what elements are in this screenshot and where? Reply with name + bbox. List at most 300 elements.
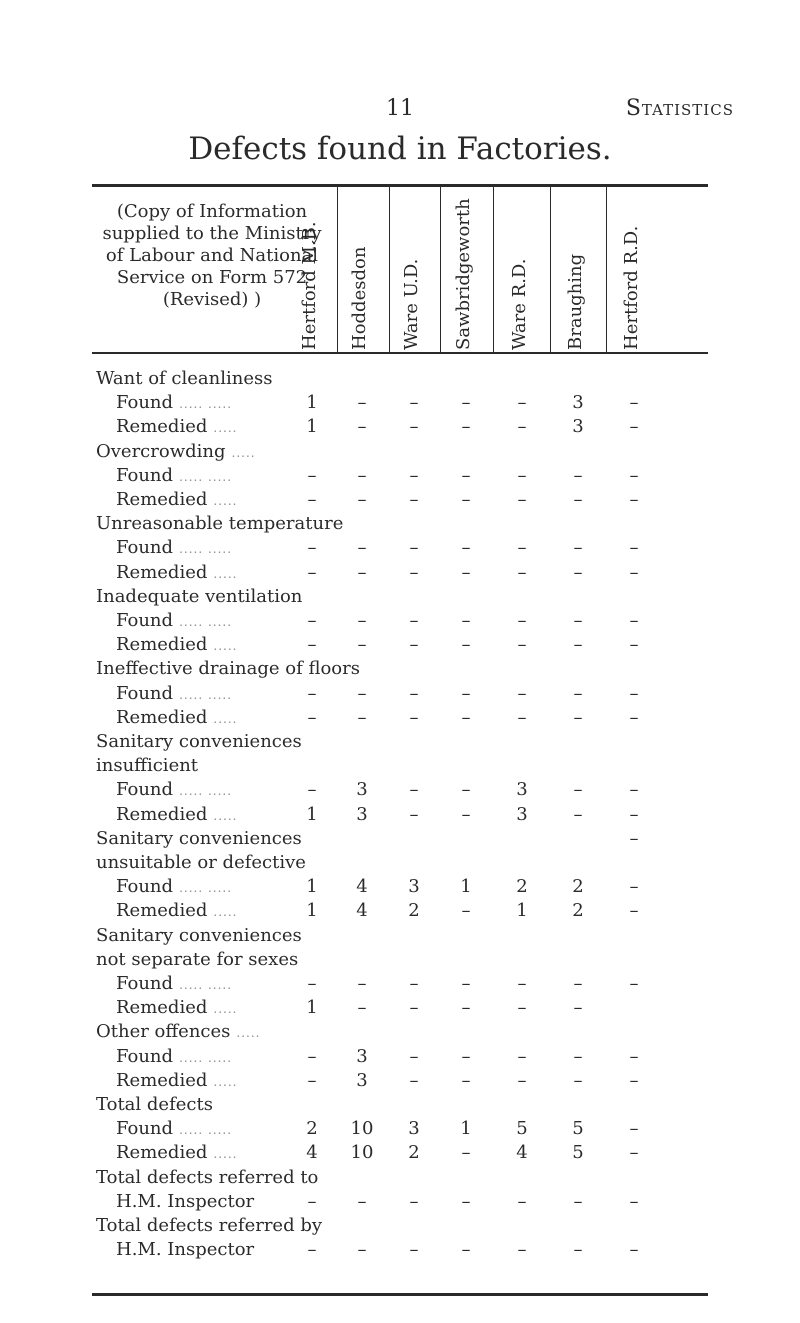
dot-leader: ..... — [213, 566, 238, 581]
table-cell: 2 — [408, 900, 420, 922]
table-cell: – — [629, 416, 639, 438]
table-cell: 3 — [356, 1069, 368, 1091]
row-label-text: Found — [116, 682, 174, 704]
table-cell: – — [517, 1190, 527, 1212]
table-cell: – — [409, 464, 419, 486]
table-cell: – — [307, 1045, 317, 1067]
table-cell: – — [517, 610, 527, 631]
table-row — [0, 441, 800, 465]
table-cell: – — [573, 537, 583, 559]
row-label-text: Remedied — [116, 1142, 208, 1164]
table-cell: 3 — [408, 1118, 420, 1140]
row-label-text: insufficient — [96, 755, 199, 777]
table-cell: – — [357, 1239, 367, 1261]
table-cell: 10 — [350, 1118, 374, 1140]
table-cell: – — [409, 973, 419, 994]
row-label-text: Found — [116, 464, 174, 486]
dot-leader: ..... ..... — [179, 1123, 233, 1138]
table-cell: 2 — [572, 876, 584, 898]
column-header: Ware U.D. — [401, 258, 422, 350]
table-cell: – — [629, 1069, 639, 1091]
column-separator — [606, 187, 607, 353]
table-row — [0, 489, 800, 513]
row-label — [96, 949, 298, 970]
dot-leader: ..... — [236, 1026, 261, 1041]
row-label — [96, 852, 306, 873]
table-row — [0, 852, 800, 876]
table-cell: 3 — [356, 779, 368, 801]
table-cell: – — [573, 1239, 583, 1261]
table-cell: – — [307, 682, 317, 704]
table-cell: – — [573, 803, 583, 825]
row-label — [96, 658, 360, 679]
row-label-text: Total defects — [96, 1094, 213, 1115]
row-label-text: Found — [116, 1118, 174, 1140]
column-header-cell — [401, 196, 423, 350]
header-line: (Copy of Information — [116, 201, 308, 222]
table-cell: – — [461, 1069, 471, 1091]
row-label — [116, 1070, 237, 1091]
table-cell: – — [629, 537, 639, 559]
row-label — [116, 537, 232, 558]
column-header: Sawbridgeworth — [453, 198, 474, 350]
table-row — [0, 876, 800, 900]
dot-leader: ..... ..... — [179, 469, 233, 484]
table-cell: – — [461, 416, 471, 438]
row-label-text: Found — [116, 392, 174, 414]
table-row — [0, 392, 800, 416]
table-cell: – — [357, 489, 367, 510]
table-cell: – — [461, 610, 471, 631]
table-cell: – — [307, 1239, 317, 1261]
table-cell: – — [409, 779, 419, 801]
column-header-cell — [349, 196, 371, 350]
table-row — [0, 1046, 800, 1070]
table-cell: – — [409, 997, 419, 1019]
table-cell: – — [517, 634, 527, 656]
table-cell: – — [357, 1190, 367, 1212]
table-cell: – — [461, 803, 471, 825]
table-cell: – — [573, 561, 583, 583]
table-header-description — [92, 201, 332, 311]
table-row — [0, 1142, 800, 1166]
row-label-text: Found — [116, 537, 174, 559]
table-cell: – — [409, 1239, 419, 1261]
row-label — [96, 1167, 318, 1188]
table-top-rule — [92, 184, 708, 187]
table-cell: 1 — [460, 876, 472, 898]
column-header-cell — [621, 196, 643, 350]
table-cell: 3 — [356, 803, 368, 825]
dot-leader: ..... — [213, 494, 238, 508]
table-cell: – — [409, 416, 419, 438]
row-label-text: Remedied — [116, 489, 208, 510]
table-cell: – — [517, 537, 527, 559]
table-cell: 5 — [516, 1118, 528, 1140]
table-cell: – — [307, 537, 317, 559]
table-cell: – — [461, 682, 471, 704]
column-separator — [389, 187, 390, 353]
column-header: Hoddesdon — [349, 246, 370, 350]
row-label-text: Found — [116, 973, 174, 994]
table-row — [0, 997, 800, 1021]
table-cell: – — [573, 706, 583, 728]
row-label — [116, 1118, 232, 1139]
table-cell: – — [573, 779, 583, 801]
table-cell: – — [573, 973, 583, 994]
table-cell: – — [573, 1190, 583, 1212]
table-cell: – — [461, 489, 471, 510]
table-cell: – — [307, 973, 317, 994]
row-label — [116, 610, 232, 631]
table-cell: – — [573, 634, 583, 656]
table-cell: 2 — [516, 876, 528, 898]
table-cell: – — [461, 1045, 471, 1067]
table-cell: 1 — [306, 803, 318, 825]
table-cell: – — [409, 1045, 419, 1067]
row-label-text: Total defects referred by — [96, 1215, 323, 1236]
table-cell: – — [573, 1045, 583, 1067]
table-cell: – — [629, 1045, 639, 1067]
table-cell: – — [461, 537, 471, 559]
row-label — [116, 634, 237, 655]
table-cell: – — [357, 537, 367, 559]
table-cell: – — [409, 489, 419, 510]
header-line: (Revised) ) — [162, 289, 262, 310]
table-cell: – — [573, 1069, 583, 1091]
page-number: 11 — [386, 96, 414, 121]
row-label-text: Want of cleanliness — [96, 368, 273, 389]
table-cell: 1 — [306, 997, 318, 1019]
table-cell: – — [629, 1142, 639, 1164]
table-cell: – — [629, 779, 639, 801]
table-cell: – — [461, 634, 471, 656]
table-cell: – — [517, 1045, 527, 1067]
table-cell: 3 — [572, 392, 584, 414]
column-separator — [550, 187, 551, 353]
table-cell: – — [307, 489, 317, 510]
dot-leader: ..... ..... — [179, 881, 233, 896]
table-row — [0, 658, 800, 682]
table-cell: – — [629, 610, 639, 631]
row-label-text: Remedied — [116, 997, 208, 1019]
row-label — [116, 804, 237, 825]
table-cell: – — [357, 682, 367, 704]
row-label — [116, 1142, 237, 1163]
table-row — [0, 949, 800, 973]
table-cell: – — [573, 682, 583, 704]
table-cell: – — [307, 1190, 317, 1212]
table-row — [0, 804, 800, 828]
header-line: Service on Form 572 — [116, 267, 308, 288]
dot-leader: ..... — [213, 1002, 238, 1017]
table-cell: 1 — [306, 416, 318, 438]
row-label — [116, 416, 237, 437]
row-label-text: Remedied — [116, 900, 208, 922]
row-label-text: H.M. Inspector — [116, 1239, 255, 1261]
table-cell: – — [629, 392, 639, 414]
table-cell: 1 — [306, 392, 318, 414]
table-row — [0, 368, 800, 392]
table-cell: – — [461, 900, 471, 922]
row-label — [116, 997, 237, 1018]
table-row — [0, 1118, 800, 1142]
table-cell: 3 — [356, 1045, 368, 1067]
table-cell: 3 — [516, 779, 528, 801]
row-label-text: Overcrowding — [96, 440, 226, 462]
dot-leader: ..... — [213, 639, 238, 654]
table-cell: 4 — [516, 1142, 528, 1164]
column-header-cell — [453, 196, 475, 350]
table-cell: 3 — [572, 416, 584, 438]
row-label-text: H.M. Inspector — [116, 1190, 255, 1212]
row-label-text: Found — [116, 610, 174, 631]
table-cell: – — [461, 1190, 471, 1212]
table-row — [0, 1215, 800, 1239]
table-cell: – — [517, 489, 527, 510]
table-cell: – — [307, 1069, 317, 1091]
table-cell: – — [461, 997, 471, 1019]
table-cell: 2 — [306, 1118, 318, 1140]
table-cell: – — [573, 464, 583, 486]
dot-leader: ..... ..... — [179, 1050, 233, 1065]
dot-leader: ..... ..... — [179, 687, 233, 702]
table-cell: – — [409, 634, 419, 656]
row-label-text: Ineffective drainage of floors — [96, 658, 360, 680]
row-label-text: Total defects referred to — [96, 1166, 319, 1188]
row-label-text: Found — [116, 779, 174, 801]
table-cell: – — [307, 561, 317, 583]
dot-leader: ..... ..... — [179, 615, 233, 629]
table-cell: – — [409, 803, 419, 825]
table-cell: – — [629, 876, 639, 898]
table-cell: – — [517, 416, 527, 438]
row-label — [96, 586, 302, 607]
row-label-text: Inadequate ventilation — [96, 585, 303, 607]
table-cell: – — [461, 392, 471, 414]
table-cell: – — [517, 997, 527, 1019]
table-cell: – — [307, 706, 317, 728]
row-label-text: Unreasonable temperature — [96, 513, 344, 535]
section-title: Statistics — [625, 96, 734, 121]
row-label — [116, 707, 237, 728]
table-cell: – — [357, 392, 367, 414]
dot-leader: ..... ..... — [179, 784, 233, 799]
row-label — [96, 925, 302, 946]
table-cell: – — [409, 1190, 419, 1212]
row-label — [96, 1094, 213, 1115]
table-cell: 4 — [356, 900, 368, 922]
row-label — [116, 489, 237, 510]
row-label-text: Sanitary conveniences — [96, 924, 302, 946]
table-cell: 5 — [572, 1118, 584, 1140]
table-cell: – — [573, 610, 583, 631]
dot-leader: ..... — [213, 421, 238, 436]
table-cell: – — [461, 1239, 471, 1261]
table-cell: – — [357, 634, 367, 656]
table-cell: – — [461, 706, 471, 728]
table-cell: – — [409, 392, 419, 414]
row-label-text: Remedied — [116, 416, 208, 438]
table-row — [0, 610, 800, 634]
table-row — [0, 707, 800, 731]
row-label — [96, 1215, 322, 1236]
table-cell: – — [307, 634, 317, 656]
table-cell: 3 — [516, 803, 528, 825]
table-cell: – — [357, 561, 367, 583]
table-cell: – — [629, 464, 639, 486]
table-row — [0, 416, 800, 440]
table-row — [0, 900, 800, 924]
table-cell: – — [461, 464, 471, 486]
table-row — [0, 755, 800, 779]
table-cell: – — [409, 610, 419, 631]
table-cell: – — [517, 973, 527, 994]
table-cell: – — [517, 392, 527, 414]
column-separator — [440, 187, 441, 353]
row-label-text: Sanitary conveniences — [96, 827, 302, 849]
row-label-text: Found — [116, 876, 174, 898]
row-label — [96, 1021, 260, 1042]
table-row — [0, 1191, 800, 1215]
row-label — [96, 731, 302, 752]
table-cell: – — [629, 803, 639, 825]
row-label — [96, 368, 272, 389]
row-label — [116, 1191, 254, 1212]
column-header: Hertford M.B. — [299, 221, 320, 350]
table-cell: – — [629, 1190, 639, 1212]
table-cell: – — [517, 464, 527, 486]
page-title: Defects found in Factories. — [188, 131, 612, 167]
dot-leader: ..... ..... — [179, 978, 233, 992]
table-cell: – — [307, 464, 317, 486]
row-label — [116, 392, 232, 413]
table-row — [0, 513, 800, 537]
column-header: Ware R.D. — [509, 258, 530, 350]
table-header-rule — [92, 352, 708, 354]
table-row — [0, 586, 800, 610]
table-row — [0, 731, 800, 755]
table-cell: – — [629, 682, 639, 704]
row-label — [116, 973, 232, 994]
dot-leader: ..... ..... — [179, 397, 233, 412]
row-label — [116, 683, 232, 704]
column-header-cell — [509, 196, 531, 350]
table-cell: – — [307, 779, 317, 801]
table-cell: – — [629, 489, 639, 510]
table-cell: – — [629, 706, 639, 728]
table-cell: – — [357, 973, 367, 994]
table-cell: – — [629, 561, 639, 583]
table-cell: – — [629, 634, 639, 656]
table-row — [0, 925, 800, 949]
row-label-text: Other offences — [96, 1021, 231, 1043]
table-cell: – — [461, 1142, 471, 1164]
table-cell: – — [629, 827, 639, 849]
column-separator — [337, 187, 338, 353]
table-cell: – — [357, 416, 367, 438]
dot-leader: ..... — [213, 1074, 238, 1089]
dot-leader: ..... ..... — [179, 542, 233, 557]
row-label — [96, 441, 256, 462]
table-cell: – — [461, 779, 471, 801]
column-header-cell — [299, 196, 321, 350]
table-row — [0, 537, 800, 561]
row-label — [116, 900, 237, 921]
column-header: Hertford R.D. — [621, 225, 642, 350]
row-label-text: Remedied — [116, 706, 208, 728]
table-row — [0, 828, 800, 852]
dot-leader: ..... — [231, 445, 256, 460]
dot-leader: ..... — [213, 905, 238, 920]
table-cell: 5 — [572, 1142, 584, 1164]
row-label-text: unsuitable or defective — [96, 852, 306, 873]
row-label — [116, 876, 232, 897]
row-label — [96, 828, 302, 849]
table-cell: – — [409, 561, 419, 583]
row-label-text: Remedied — [116, 634, 208, 656]
table-cell: 1 — [306, 876, 318, 898]
table-row — [0, 562, 800, 586]
table-cell: 2 — [572, 900, 584, 922]
table-row — [0, 1021, 800, 1045]
table-cell: 1 — [516, 900, 528, 922]
table-cell: – — [409, 1069, 419, 1091]
table-cell: – — [461, 973, 471, 994]
table-row — [0, 973, 800, 997]
row-label-text: Found — [116, 1045, 174, 1067]
table-cell: – — [573, 997, 583, 1019]
table-cell: – — [517, 1239, 527, 1261]
row-label-text: Remedied — [116, 1069, 208, 1091]
table-cell: 3 — [408, 876, 420, 898]
row-label — [116, 779, 232, 800]
row-label-text: Remedied — [116, 803, 208, 825]
table-cell: – — [461, 561, 471, 583]
table-bottom-rule — [92, 1293, 708, 1296]
table-row — [0, 634, 800, 658]
row-label — [116, 562, 237, 583]
table-cell: – — [517, 1069, 527, 1091]
table-cell: – — [409, 537, 419, 559]
table-cell: – — [573, 489, 583, 510]
row-label — [96, 513, 343, 534]
row-label — [116, 465, 232, 486]
header-line: supplied to the Ministry — [102, 223, 322, 244]
table-cell: – — [357, 997, 367, 1019]
table-cell: – — [357, 610, 367, 631]
table-cell: – — [629, 900, 639, 922]
row-label-text: not separate for sexes — [96, 948, 299, 970]
table-cell: – — [517, 706, 527, 728]
table-cell: 10 — [350, 1142, 374, 1164]
table-cell: 4 — [356, 876, 368, 898]
table-row — [0, 465, 800, 489]
row-label — [116, 1046, 232, 1067]
table-cell: – — [517, 682, 527, 704]
dot-leader: ..... — [213, 711, 238, 726]
table-cell: – — [629, 973, 639, 994]
table-cell: – — [409, 682, 419, 704]
dot-leader: ..... — [213, 808, 238, 823]
table-row — [0, 1239, 800, 1263]
table-row — [0, 1070, 800, 1094]
table-row — [0, 779, 800, 803]
table-cell: – — [517, 561, 527, 583]
row-label — [116, 1239, 254, 1260]
table-cell: 2 — [408, 1142, 420, 1164]
table-cell: – — [409, 706, 419, 728]
